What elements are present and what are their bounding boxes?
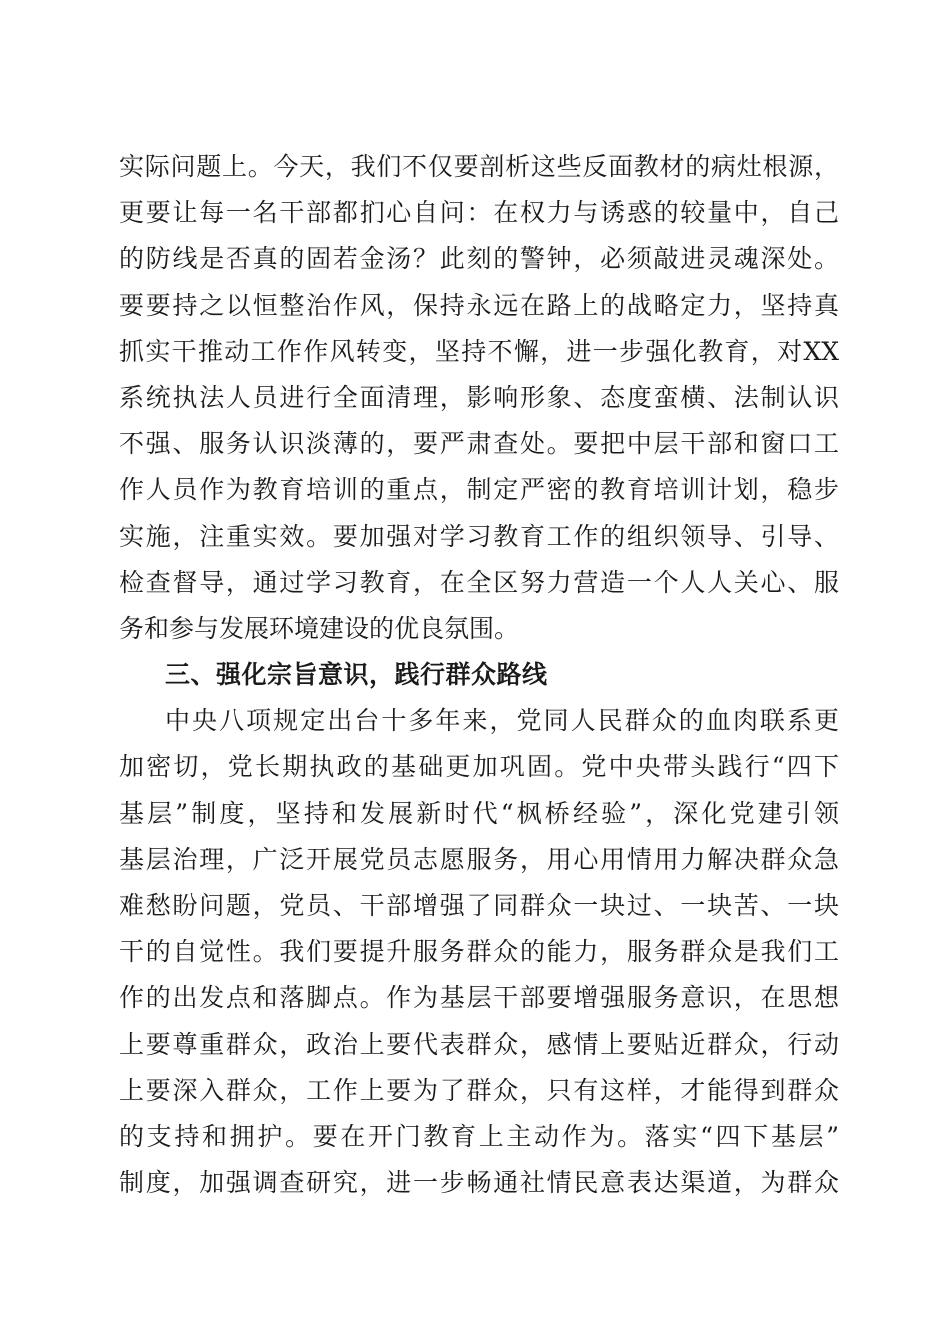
body-text-line: 系统执法人员进行全面清理，影响形象、态度蛮横、法制认识 — [119, 382, 839, 412]
body-text-line: 的支持和拥护。要在开门教育上主动作为。落实“四下基层” — [119, 1121, 839, 1151]
paragraph-first-line: 中央八项规定出台十多年来，党同人民群众的血肉联系更 — [165, 706, 839, 736]
body-text-line: 上要深入群众，工作上要为了群众，只有这样，才能得到群众 — [119, 1075, 839, 1105]
body-text-line: 不强、服务认识淡薄的，要严肃查处。要把中层干部和窗口工 — [119, 429, 839, 459]
body-text-line: 抓实干推动工作作风转变，坚持不懈，进一步强化教育，对XX — [119, 336, 839, 366]
body-text-line: 的防线是否真的固若金汤？此刻的警钟，必须敲进灵魂深处。 — [119, 244, 839, 274]
body-text-line: 干的自觉性。我们要提升服务群众的能力，服务群众是我们工 — [119, 937, 839, 967]
section-heading: 三、强化宗旨意识，践行群众路线 — [165, 660, 548, 690]
body-text-line: 上要尊重群众，政治上要代表群众，感情上要贴近群众，行动 — [119, 1029, 839, 1059]
body-text-line: 基层”制度，坚持和发展新时代“枫桥经验”，深化党建引领 — [119, 798, 839, 828]
body-text-line: 加密切，党长期执政的基础更加巩固。党中央带头践行“四下 — [119, 752, 839, 782]
body-text-line: 难愁盼问题，党员、干部增强了同群众一块过、一块苦、一块 — [119, 891, 839, 920]
body-text-line: 作的出发点和落脚点。作为基层干部要增强服务意识，在思想 — [119, 983, 839, 1013]
body-text-line: 实施，注重实效。要加强对学习教育工作的组织领导、引导、 — [119, 521, 839, 551]
body-text-line: 更要让每一名干部都扪心自问：在权力与诱惑的较量中，自己 — [119, 198, 839, 228]
body-text-line: 基层治理，广泛开展党员志愿服务，用心用情用力解决群众急 — [119, 844, 839, 874]
body-text-line: 制度，加强调查研究，进一步畅通社情民意表达渠道，为群众 — [119, 1168, 839, 1198]
body-text-line: 实际问题上。今天，我们不仅要剖析这些反面教材的病灶根源， — [119, 152, 839, 181]
document-body — [119, 144, 839, 1206]
body-text-line: 要要持之以恒整治作风，保持永远在路上的战略定力，坚持真 — [119, 290, 839, 320]
body-text-line: 务和参与发展环境建设的优良氛围。 — [119, 613, 520, 643]
body-text-line: 检查督导，通过学习教育，在全区努力营造一个人人关心、服 — [119, 567, 839, 597]
body-text-line: 作人员作为教育培训的重点，制定严密的教育培训计划，稳步 — [119, 475, 839, 505]
